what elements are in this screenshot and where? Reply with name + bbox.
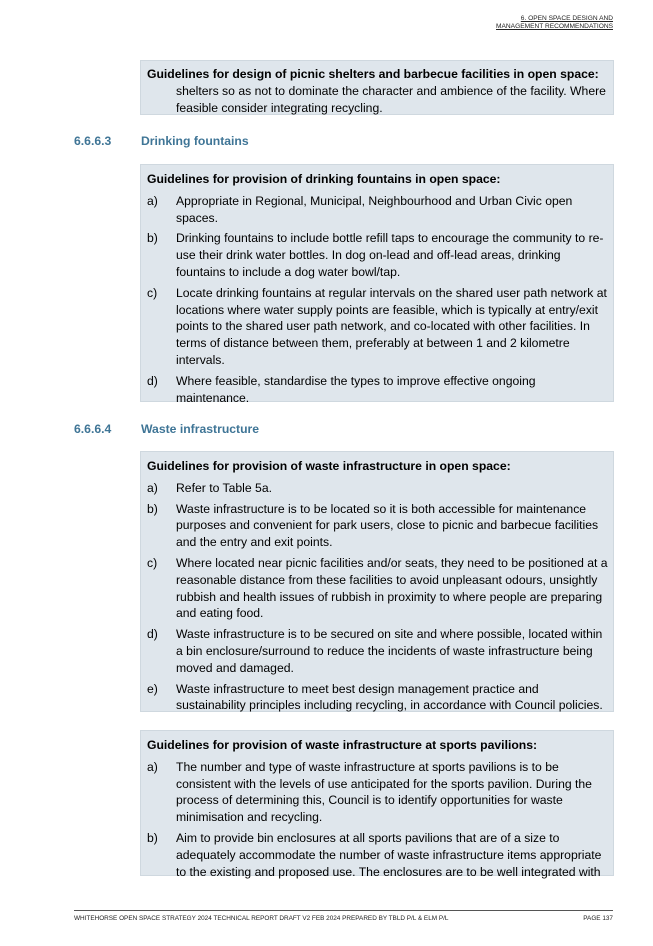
sports-waste-guidelines-box <box>140 730 614 879</box>
box-title: Guidelines for provision of waste infrastructure at sports pavilions: <box>147 738 538 752</box>
list-item-text: Where located near picnic facilities and/or seats, they need to be positioned at a reasonable distance from these facilities to avoid unpleasant odours, unsightly rubbish and health issues of rubbish in proximity to where people are preparing and eating food. <box>176 555 608 621</box>
list-item <box>141 285 613 369</box>
footer-page-number: PAGE 137 <box>583 915 613 922</box>
list-item <box>141 193 613 227</box>
box-title: Guidelines for provision of drinking fountains in open space: <box>147 172 501 186</box>
list-item <box>141 480 613 497</box>
list-item-text: Waste infrastructure is to be located so it is both accessible for maintenance purposes and convenient for park users, close to picnic and barbecue facilities and the entry and exit points. <box>176 501 599 550</box>
list-item-text: Locate drinking fountains at regular intervals on the shared user path network at locations where water supply points are feasible, which is typically at entry/exit points to the shared user path network, and co-located with other facilities. In terms of distance between them, preferably at between 1 and 2 kilometre intervals. <box>176 285 607 367</box>
section-heading-drinking-fountains <box>74 134 249 148</box>
section-number: 6.6.6.4 <box>74 422 112 436</box>
list-item-text: Where feasible, standardise the types to improve effective ongoing maintenance. <box>176 373 536 405</box>
footer-document-info: WHITEHORSE OPEN SPACE STRATEGY 2024 TECHNICAL REPORT DRAFT V2 FEB 2024 PREPARED BY TBLD P/L & ELM P/L <box>74 915 449 922</box>
list-item-letter: a) <box>147 759 158 774</box>
section-title: Waste infrastructure <box>141 422 260 436</box>
section-heading-waste-infrastructure <box>74 422 259 436</box>
box-title: Guidelines for provision of waste infrastructure in open space: <box>147 459 511 473</box>
list-item-text: Waste infrastructure to meet best design management practice and sustainability principles including recycling, in accordance with Council policies. <box>176 681 603 713</box>
list-item <box>141 626 613 676</box>
list-item-text: Refer to Table 5a. <box>176 480 272 495</box>
box-continuation-text: shelters so as not to dominate the character and ambience of the facility. Where feasible consider integrating recycling. <box>176 83 606 115</box>
list-item <box>141 555 613 622</box>
section-title: Drinking fountains <box>141 134 249 148</box>
running-header-line-1: 6. OPEN SPACE DESIGN AND <box>520 15 613 22</box>
section-number: 6.6.6.3 <box>74 134 112 148</box>
waste-guidelines-box <box>140 451 614 712</box>
picnic-guidelines-box <box>140 60 614 115</box>
list-item <box>141 373 613 407</box>
list-item-letter: b) <box>147 231 158 246</box>
list-item-letter: b) <box>147 830 158 845</box>
list-item <box>141 681 613 715</box>
fountains-guidelines-box <box>140 164 614 405</box>
list-item <box>141 501 613 551</box>
list-item <box>141 230 613 280</box>
list-item-letter: e) <box>147 681 158 696</box>
list-item-text: Appropriate in Regional, Municipal, Neighbourhood and Urban Civic open spaces. <box>176 193 573 225</box>
list-item <box>141 759 613 826</box>
list-item <box>141 830 613 880</box>
list-item-text: Waste infrastructure is to be secured on site and where possible, located within a bin enclosure/surround to reduce the incidents of waste infrastructure being moved and damaged. <box>176 627 603 675</box>
list-item-letter: d) <box>147 373 158 388</box>
list-item-text: Drinking fountains to include bottle refill taps to encourage the community to re-use their drink water bottles. In dog on-lead and off-lead areas, drinking fountains to include a dog water bowl/tap. <box>176 231 604 279</box>
list-item-letter: b) <box>147 501 158 516</box>
list-item-letter: c) <box>147 285 158 300</box>
list-item-letter: a) <box>147 193 158 208</box>
running-header-line-2: MANAGEMENT RECOMMENDATIONS <box>496 23 613 30</box>
list-item-text: Aim to provide bin enclosures at all sports pavilions that are of a size to adequately accommodate the number of waste infrastructure items appropriate to the existing and proposed use. The enclosures are to be well integrated with <box>176 830 602 879</box>
footer-divider <box>74 910 613 911</box>
list-item-letter: c) <box>147 555 158 570</box>
list-item-letter: d) <box>147 627 158 642</box>
box-title: Guidelines for design of picnic shelters and barbecue facilities in open space: <box>147 67 599 81</box>
list-item-text: The number and type of waste infrastructure at sports pavilions is to be consistent with the levels of use anticipated for the sports pavilion. During the process of determining this, Council is to identify opportunities for waste minimisation and recycling. <box>176 759 592 825</box>
list-item-letter: a) <box>147 480 158 495</box>
running-header <box>496 15 613 31</box>
